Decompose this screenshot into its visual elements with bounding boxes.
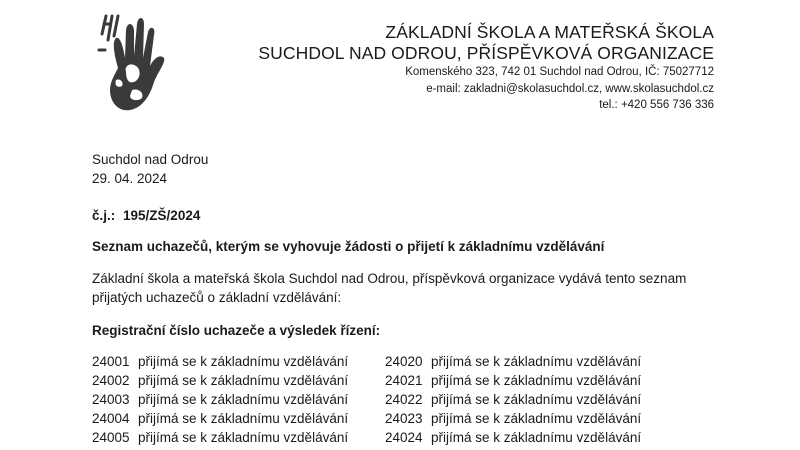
reference-value: 195/ZŠ/2024 <box>123 208 201 223</box>
applicant-result: přijímá se k základnímu vzdělávání <box>138 392 349 407</box>
document-date: 29. 04. 2024 <box>92 171 168 186</box>
list-item <box>385 430 641 445</box>
school-name-line1: ZÁKLADNÍ ŠKOLA A MATEŘSKÁ ŠKOLA <box>385 22 714 42</box>
reference-number <box>92 208 200 223</box>
applicant-code: 24020 <box>385 354 423 369</box>
school-hand-logo-icon <box>96 10 168 120</box>
document-place: Suchdol nad Odrou <box>92 152 209 167</box>
school-email-web: e-mail: zakladni@skolasuchdol.cz, www.skolasuchdol.cz <box>426 83 714 95</box>
reference-label: č.j.: <box>92 208 116 223</box>
list-item <box>92 430 348 445</box>
list-item <box>385 373 641 388</box>
applicant-result: přijímá se k základnímu vzdělávání <box>431 354 642 369</box>
applicant-code: 24001 <box>92 354 130 369</box>
intro-line-1: Základní škola a mateřská škola Suchdol nad Odrou, příspěvková organizace vydává tento seznam <box>92 271 687 286</box>
applicant-code: 24003 <box>92 392 130 407</box>
applicant-code: 24004 <box>92 411 130 426</box>
applicant-result: přijímá se k základnímu vzdělávání <box>138 373 349 388</box>
document-title: Seznam uchazečů, kterým se vyhovuje žádosti o přijetí k základnímu vzdělávání <box>92 239 605 254</box>
applicant-result: přijímá se k základnímu vzdělávání <box>138 354 349 369</box>
school-phone: tel.: +420 556 736 336 <box>599 99 714 111</box>
list-item <box>92 411 348 426</box>
applicant-code: 24023 <box>385 411 423 426</box>
list-item <box>385 392 641 407</box>
applicant-code: 24005 <box>92 430 130 445</box>
applicant-code: 24002 <box>92 373 130 388</box>
applicant-code: 24024 <box>385 430 423 445</box>
list-item <box>92 354 348 369</box>
list-item <box>385 411 641 426</box>
applicant-result: přijímá se k základnímu vzdělávání <box>138 430 349 445</box>
school-address: Komenského 323, 742 01 Suchdol nad Odrou, IČ: 75027712 <box>405 66 714 78</box>
school-name-line2: SUCHDOL NAD ODROU, PŘÍSPĚVKOVÁ ORGANIZACE <box>258 43 714 63</box>
list-item <box>385 354 641 369</box>
applicant-result: přijímá se k základnímu vzdělávání <box>138 411 349 426</box>
list-item <box>92 392 348 407</box>
applicant-result: přijímá se k základnímu vzdělávání <box>431 430 642 445</box>
applicant-result: přijímá se k základnímu vzdělávání <box>431 373 642 388</box>
intro-line-2: přijatých uchazečů o základní vzdělávání: <box>92 290 342 305</box>
list-heading: Registrační číslo uchazeče a výsledek řízení: <box>92 323 381 338</box>
applicant-code: 24021 <box>385 373 423 388</box>
applicant-result: přijímá se k základnímu vzdělávání <box>431 411 642 426</box>
list-item <box>92 373 348 388</box>
applicant-result: přijímá se k základnímu vzdělávání <box>431 392 642 407</box>
applicant-code: 24022 <box>385 392 423 407</box>
